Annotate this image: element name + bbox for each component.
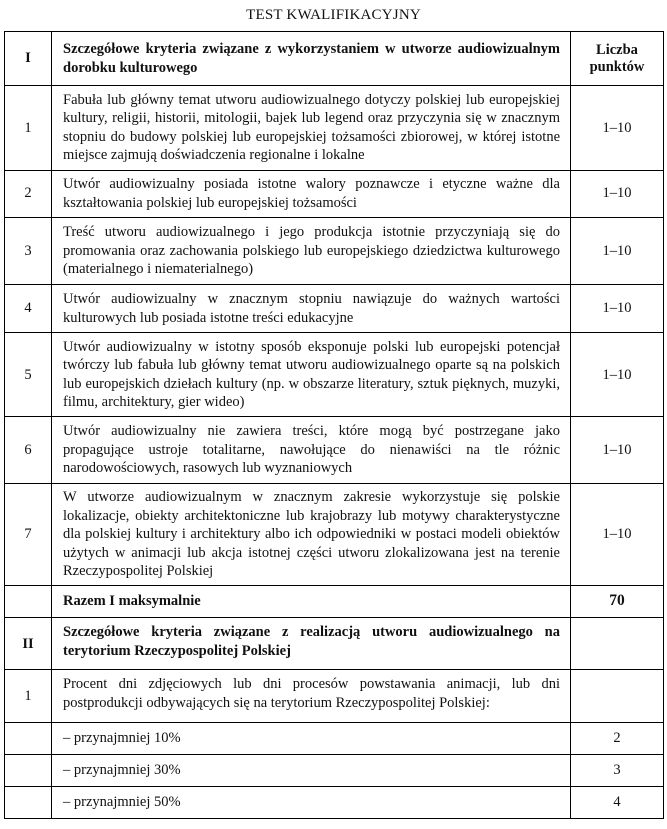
- table-row: [5, 284, 664, 332]
- threshold-text: – przynajmniej 30%: [52, 754, 571, 786]
- section-1-heading: Szczegółowe kryteria związane z wykorzystaniem w utworze audiowizualnym dorobku kulturowego: [52, 32, 571, 86]
- points-range: 1–10: [571, 217, 664, 284]
- row-number: 3: [5, 217, 52, 284]
- threshold-points: 4: [571, 786, 664, 818]
- section-2-heading: Szczegółowe kryteria związane z realizacją utworu audiowizualnego na terytorium Rzeczypospolitej Polskiej: [52, 618, 571, 670]
- total-label: Razem I maksymalnie: [52, 586, 571, 618]
- empty-cell: [5, 722, 52, 754]
- points-range: 1–10: [571, 284, 664, 332]
- section-1-total-row: [5, 586, 664, 618]
- row-number: 1: [5, 86, 52, 170]
- criterion-text: Utwór audiowizualny nie zawiera treści, które mogą być postrzegane jako propagujące ustroje totalitarne, nawołujące do nienawiści na tle różnic narodowościowych, rasowych lub wyznaniowych: [52, 417, 571, 483]
- criterion-text: W utworze audiowizualnym w znacznym zakresie wykorzystuje się polskie lokalizacje, obiekty architektoniczne lub krajobrazy lub motywy charakterystyczne dla polskiej kultury i architektury albo ich odpowiedniki w postaci modeli obiektów użytych w animacji lub akcja istotnej części utworu zlokalizowana jest na terenie Rzeczypospolitej Polskiej: [52, 483, 571, 585]
- criterion-text: Treść utworu audiowizualnego i jego produkcja istotnie przyczyniają się do promowania oraz zachowania polskiego lub europejskiego dziedzictwa kulturowego (materialnego i niematerialnego): [52, 217, 571, 284]
- points-range: 1–10: [571, 417, 664, 483]
- row-number: 1: [5, 670, 52, 722]
- threshold-points: 3: [571, 754, 664, 786]
- table-row: [5, 86, 664, 170]
- row-number: 4: [5, 284, 52, 332]
- section-1-number: I: [5, 32, 52, 86]
- points-range: 1–10: [571, 86, 664, 170]
- points-range: 1–10: [571, 170, 664, 217]
- table-row: [5, 333, 664, 417]
- empty-cell: [5, 786, 52, 818]
- points-range: 1–10: [571, 483, 664, 585]
- page-title: TEST KWALIFIKACYJNY: [246, 7, 421, 23]
- threshold-text: – przynajmniej 10%: [52, 722, 571, 754]
- section-2-number: II: [5, 618, 52, 670]
- empty-cell: [571, 670, 664, 722]
- row-number: 6: [5, 417, 52, 483]
- criterion-text: Procent dni zdjęciowych lub dni procesów powstawania animacji, lub dni postprodukcji odbywających się na terytorium Rzeczypospolitej Polskiej:: [52, 670, 571, 722]
- qualification-test-table: [4, 31, 664, 819]
- total-value: 70: [571, 586, 664, 618]
- empty-cell: [5, 586, 52, 618]
- threshold-text: – przynajmniej 50%: [52, 786, 571, 818]
- table-row: [5, 722, 664, 754]
- criterion-text: Utwór audiowizualny w znacznym stopniu nawiązuje do ważnych wartości kulturowych lub posiada istotne treści edukacyjne: [52, 284, 571, 332]
- section-2-header-row: [5, 618, 664, 670]
- row-number: 7: [5, 483, 52, 585]
- criterion-text: Utwór audiowizualny posiada istotne walory poznawcze i etyczne ważne dla kształtowania polskiej lub europejskiej tożsamości: [52, 170, 571, 217]
- row-number: 5: [5, 333, 52, 417]
- points-range: 1–10: [571, 333, 664, 417]
- section-1-header-row: [5, 32, 664, 86]
- threshold-points: 2: [571, 722, 664, 754]
- table-row: [5, 670, 664, 722]
- table-row: [5, 754, 664, 786]
- empty-cell: [5, 754, 52, 786]
- points-column-header: Liczba punktów: [571, 32, 664, 86]
- criterion-text: Fabuła lub główny temat utworu audiowizualnego dotyczy polskiej lub europejskiej kultury, religii, historii, mitologii, bajek lub legend oraz przyczynia się w znacznym stopniu do budowy polskiej lub europejskiej tożsamości zbiorowej, w której istotne miejsce zajmują doświadczenia regionalne i lokalne: [52, 86, 571, 170]
- table-row: [5, 217, 664, 284]
- table-row: [5, 483, 664, 585]
- criterion-text: Utwór audiowizualny w istotny sposób eksponuje polski lub europejski potencjał twórczy lub fabuła lub główny temat utworu audiowizualnego oparte są na polskich lub europejskich dziełach kultury (np. w obszarze literatury, sztuk pięknych, muzyki, filmu, architektury, gier wideo): [52, 333, 571, 417]
- table-row: [5, 786, 664, 818]
- table-row: [5, 170, 664, 217]
- empty-cell: [571, 618, 664, 670]
- row-number: 2: [5, 170, 52, 217]
- table-row: [5, 417, 664, 483]
